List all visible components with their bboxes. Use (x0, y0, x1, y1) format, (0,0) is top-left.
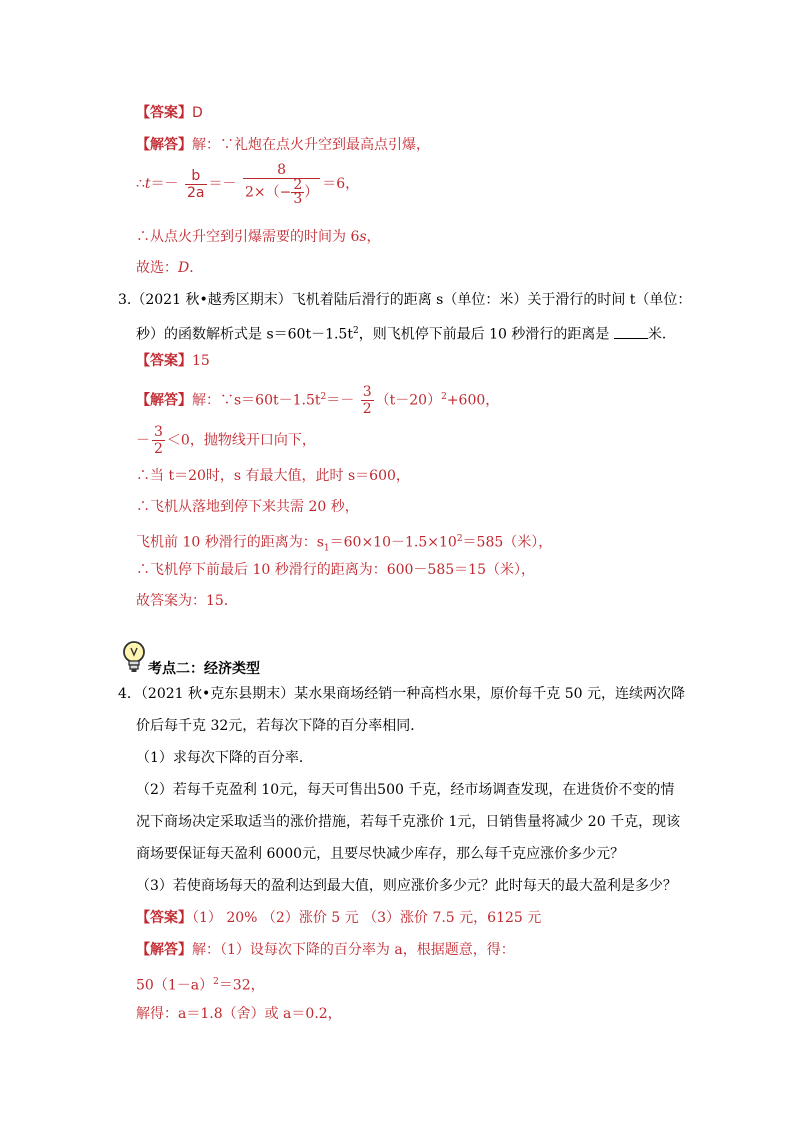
question-3-line2: 秒）的函数解析式是 $s=60t-1.5t^2$，则飞机停下前最后 10 秒滑行的距离是 米． (136, 322, 676, 344)
question-number: 4． (118, 686, 141, 702)
question-3-line1: 3.（2021 秋•越秀区期末）飞机着陆后滑行的距离 s（单位：米）关于滑行的时间 t（单位： (118, 292, 692, 308)
subquestion-2-line3: 商场要保证每天盈利 6000元，且要尽快减少库存，那么每千克应涨价多少元？ (136, 846, 625, 862)
fraction-8-over-expr: 8 2×（− $\frac{2}{3}$ ） (244, 162, 319, 207)
solution-line-3: 解得：a＝1.8（舍）或 a＝0.2， (136, 1006, 342, 1022)
solution-line (136, 136, 430, 154)
solution-line-1: 【解答】解：$\because s=60t-1.5t^2=-$ $\frac{3}{2}$ $(t-20)^2+600$， (136, 384, 500, 417)
answer-blank (614, 324, 648, 339)
solution-text: 解：∵礼炮在点火升空到最高点引爆， (192, 137, 430, 153)
answer-value: D (192, 105, 203, 121)
subquestion-2-line2: 况下商场决定采取适当的涨价措施，若每千克涨价 1元，日销售量将减少 20 千克，现该 (136, 814, 681, 830)
answer-value: （1） 20% （2）涨价 5 元 （3）涨价 7.5 元，6125 元 (192, 910, 542, 926)
formula-line: ∴t＝－ $\frac{b}{2a}$ ＝－ 8 2×（− $\frac{2}{3}$ ） ＝6， (136, 162, 360, 207)
lightbulb-icon (122, 640, 146, 676)
solution-line-2: － $\frac{3}{2}$ ＜0，抛物线开口向下， (136, 424, 316, 457)
answer-tag: 【答案】 (136, 105, 192, 121)
solution-line-2: $50(1-a)^2=32$， (136, 977, 265, 994)
solution-line-5: 飞机前 10 秒滑行的距离为：$s_1=60\times 10-1.5\times 10^2=585$（米）， (136, 534, 553, 554)
subquestion-2-line1: （2）若每千克盈利 10元，每天可售出500 千克，经市场调查发现，在进货价不变的情 (136, 782, 675, 798)
solution-line-6: ∴飞机停下前最后 10 秒滑行的距离为：600－585＝15（米）， (136, 562, 535, 578)
solution-line-3: ∴当 t＝20时，s 有最大值，此时 s＝600， (136, 468, 410, 484)
answer-line: 【答案】（1） 20% （2）涨价 5 元 （3）涨价 7.5 元，6125 元 (136, 910, 542, 926)
subquestion-3: （3）若使商场每天的盈利达到最大值，则应涨价多少元？此时每天的最大盈利是多少？ (136, 878, 677, 894)
question-4-line2: 价后每千克 32元，若每次下降的百分率相同． (136, 718, 425, 734)
solution-line-7: 故答案为：15． (136, 593, 238, 609)
question-4-line1: 4．（2021 秋•克东县期末）某水果商场经销一种高档水果，原价每千克 50 元，连续两次降 (118, 686, 685, 702)
subquestion-1: （1）求每次下降的百分率． (136, 750, 313, 766)
question-number: 3. (118, 292, 132, 308)
section-title: 考点二：经济类型 (148, 661, 260, 677)
conclusion-line: ∴从点火升空到引爆需要的时间为 6s， (136, 229, 381, 245)
solution-line-1: 【解答】解：（1）设每次下降的百分率为 a，根据题意，得： (136, 942, 515, 958)
answer-line: 【答案】15 (136, 353, 210, 369)
fraction-b-over-2a: $\frac{b}{2a}$ (187, 167, 205, 201)
choice-line: 故选：D． (136, 260, 204, 276)
answer-value: 15 (192, 353, 210, 369)
solution-line-4: ∴飞机从落地到停下来共需 20 秒， (136, 499, 359, 515)
answer-line (136, 104, 203, 122)
section-heading (122, 640, 382, 678)
solution-tag: 【解答】 (136, 137, 192, 153)
